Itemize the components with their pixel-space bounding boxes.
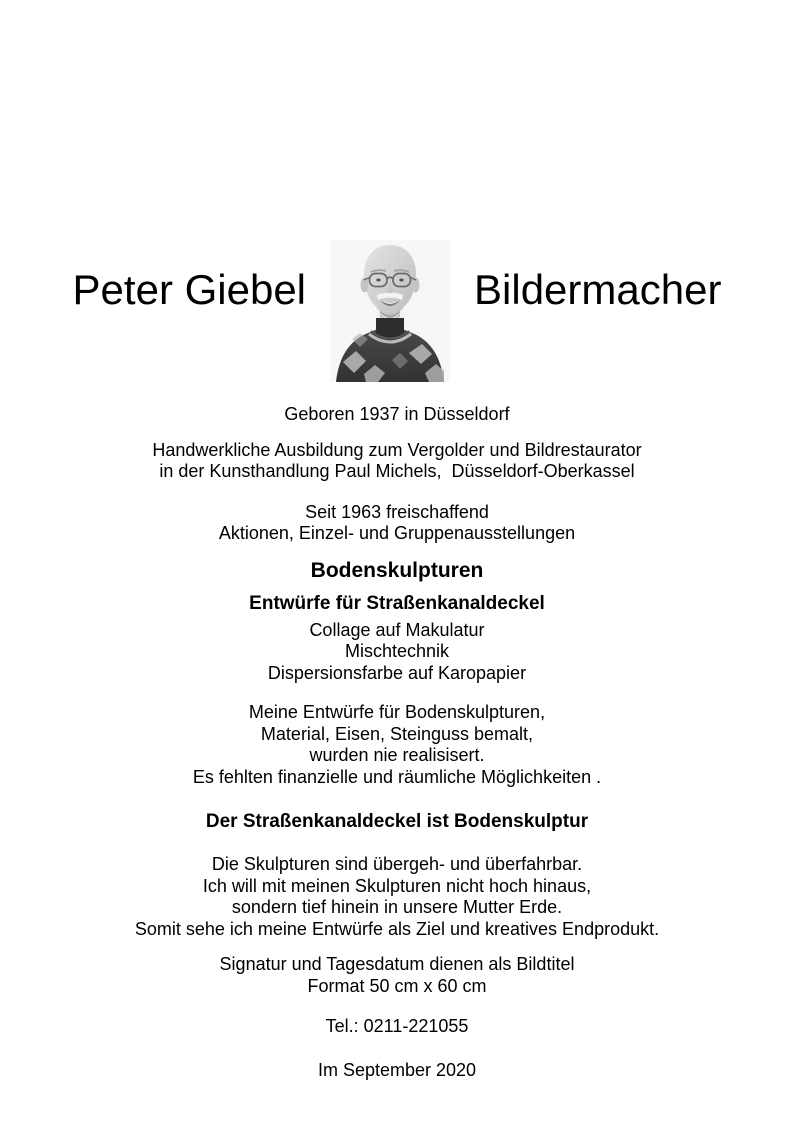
paragraph-signature [0, 954, 794, 997]
sculptures-line-3: sondern tief hinein in unsere Mutter Erde. [231, 897, 563, 917]
paragraph-designs-statement [0, 702, 794, 788]
date-line: Im September 2020 [317, 1059, 477, 1080]
designs-line-2: Material, Eisen, Steinguss bemalt, [260, 723, 534, 744]
artist-role: Bildermacher [474, 266, 722, 313]
technique-line-3: Dispersionsfarbe auf Karopapier [267, 662, 527, 683]
signature-line-1: Signatur und Tagesdatum dienen als Bildtitel [219, 954, 575, 974]
paragraph-birth [0, 404, 794, 426]
signature-line-2: Format 50 cm x 60 cm [307, 975, 487, 996]
sculptures-line-4: Somit sehe ich meine Entwürfe als Ziel und kreatives Endprodukt. [134, 918, 660, 939]
header [0, 240, 794, 382]
technique-line-2: Mischtechnik [344, 641, 450, 661]
designs-line-4: Es fehlten finanzielle und räumliche Möglichkeiten . [192, 766, 602, 787]
career-line-1: Seit 1963 freischaffend [305, 501, 489, 522]
career-line-2: Aktionen, Einzel- und Gruppenausstellungen [218, 523, 576, 543]
birth-line: Geboren 1937 in Düsseldorf [284, 404, 510, 424]
paragraph-sculptures-statement [0, 854, 794, 940]
technique-line-1: Collage auf Makulatur [309, 619, 485, 640]
training-line-2: in der Kunsthandlung Paul Michels, Düsseldorf-Oberkassel [159, 461, 635, 481]
portrait-photo-icon [330, 240, 450, 382]
designs-line-1: Meine Entwürfe für Bodenskulpturen, [248, 702, 546, 722]
sculptures-line-2: Ich will mit meinen Skulpturen nicht hoch hinaus, [202, 875, 592, 896]
designs-line-3: wurden nie realisisert. [309, 745, 485, 765]
training-line-1: Handwerkliche Ausbildung zum Vergolder und Bildrestaurator [152, 439, 642, 460]
claim-heading: Der Straßenkanaldeckel ist Bodenskulptur [205, 811, 589, 832]
portrait-photo [330, 240, 450, 382]
paragraph-career [0, 502, 794, 545]
artist-name: Peter Giebel [72, 266, 307, 313]
section-heading-sub: Entwürfe für Straßenkanaldeckel [249, 592, 545, 614]
sculptures-line-1: Die Skulpturen sind übergeh- und überfahrbar. [211, 854, 583, 874]
phone-line: Tel.: 0211-221055 [325, 1016, 469, 1036]
section-heading-main: Bodenskulpturen [310, 558, 484, 582]
paragraph-training [0, 440, 794, 483]
paragraph-techniques [0, 620, 794, 685]
